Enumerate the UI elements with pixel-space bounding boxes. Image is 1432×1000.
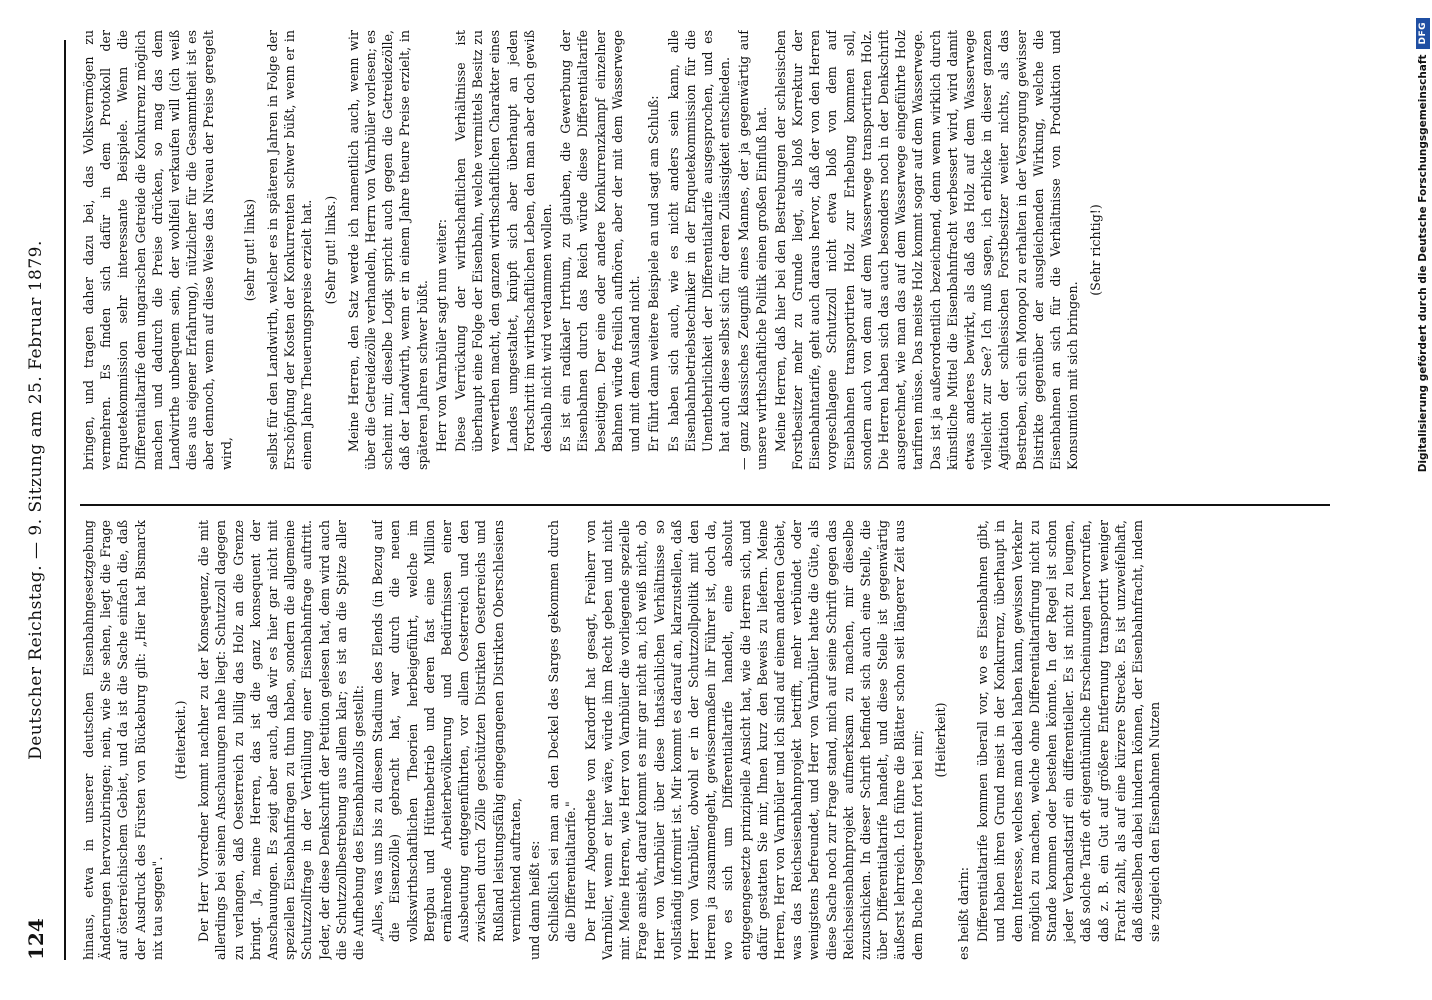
- interjection: (sehr gut! links): [241, 198, 257, 302]
- paragraph: hinaus, etwa in unserer deutschen Eisenbahngesetzgebung Änderungen hervorzubringen; nein, wie Sie sehen, liegt die Frage auf österreichischem Gebiet, und da ist die Sache einfach die, daß der Ausdruck des Fürsten von Bückeburg gilt: „Hier hat Bismarck nix tau seggen".: [81, 520, 165, 960]
- quotation: Es haben sich auch, wie es nicht anders sein kann, alle Eisenbahnbetriebstechniker in der Enquetekommission für die Unentbehrlichkeit der Differentialtarife ausgesprochen, und es hat auch diese selbst sich für deren Zulässigkeit entschieden.: [665, 30, 733, 452]
- left-text-column: [80, 520, 1370, 960]
- dfg-credit-text: Digitalisierung gefördert durch die Deutsche Forschungsgemeinschaft: [1416, 54, 1429, 473]
- column-divider: [80, 504, 1330, 506]
- interjection: (Heiterkeit): [932, 702, 948, 778]
- paragraph: Er führt dann weitere Beispiele an und sagt am Schluß:: [646, 95, 662, 452]
- interjection: (Sehr richtig!): [1088, 204, 1104, 296]
- quotation: Differentialtarife kommen überall vor, wo es Eisenbahnen gibt, und haben ihren Grund meist in der Konkurrenz, überhaupt in dem Interesse, welches man dabei haben kann, gewissen Verkehr möglich zu machen, welche ohne Differentialtarifirung nicht zu Stande kommen oder bestehen könnte. In der Regel ist schon jeder Verbandstarif ein differentieller. Es ist nicht zu leugnen, daß solche Tarife oft eigenthümliche Erscheinungen hervorrufen, daß z. B. ein Gut auf größere Entfernung transportirt weniger Fracht zahlt, als auf eine kürzere Strecke. Es ist unzweifelhaft, daß dieselben dabei hindern können, der Eisenbahnfracht, indem sie zugleich den Eisenbahnen Nutzen: [975, 520, 1163, 942]
- dfg-logo: DFG: [1416, 18, 1430, 49]
- interjection: (Heiterkeit.): [173, 700, 189, 780]
- quotation: Schließlich sei man an den Deckel des Sarges gekommen durch die Differentialtarife.": [546, 520, 579, 942]
- paragraph: — ganz klassisches Zeugniß eines Mannes, der ja gegenwärtig auf unsere wirthschaftliche Politik einen großen Einfluß hat.: [736, 30, 769, 470]
- quotation: „Alles, was uns bis zu diesem Stadium des Elends (in Bezug auf die Eisenzölle) gebracht hat, war durch die neuen volkswirthschaftlichen Theorien herbeigeführt, welche im Bergbau und Hüttenbetrieb und deren fast eine Million ernährende Arbeiterbevölkerung und Bedürfnissen einer Ausbeutung entgegenführten, vor allem Oesterreich und den zwischen durch Zölle geschützten Distrikten Oesterreichs und Rußland leistungsfähig eingegangenen Distrikten Oberschlesiens vernichtend auftraten,: [370, 520, 523, 942]
- paragraph: selbst für den Landwirth, welcher es in späteren Jahren in Folge der Erschöpfung der Kosten der Konkurrenten schwer büßt, wenn er in einem Jahre Theuerungspreise erzielt hat.: [265, 30, 315, 470]
- paragraph: bringen, und tragen daher dazu bei, das Volksvermögen zu vermehren. Es finden sich dafür in dem Protokoll der Enquetekommission sehr interessante Beispiele. Wenn die Differentialtarife dem ungarischen Getreide die Konkurrenz möglich machen und dadurch die Preise drücken, so mag das dem Landwirthe unbequem sein, der wohlfeil verkaufen will (ich weiß dies aus eigener Erfahrung), nützlicher für die Gesammtheit ist es aber dennoch, wenn auf diese Weise das Niveau der Preise geregelt wird,: [81, 30, 234, 470]
- paragraph: Der Herr Abgeordnete von Kardorff hat gesagt, Freiherr von Varnbüler, wenn er hier wäre, würde ihm Recht geben und nicht mir. Meine Herren, wie Herr von Varnbüler die vorliegende spezielle Frage ansieht, darauf kommt es mir gar nicht an, ich weiß nicht, ob Herr von Varnbüler über diese thatsächlichen Verhältnisse so vollständig informirt ist. Mir kommt es darauf an, klarzustellen, daß Herr von Varnbüler, obwohl er in der Schutzzollpolitik mit den Herren ja zusammengeht, gewissermaßen ihr Führer ist, doch da, wo es sich um Differentialtarife handelt, eine absolut entgegengesetzte prinzipielle Ansicht hat, wie die Herren sich, und dafür gestatten Sie mir, Ihnen kurz den Beweis zu liefern. Meine Herren, Herr von Varnbüler und ich sind auf einem anderen Gebiet, was das Reichseisenbahnprojekt betrifft, mehr verbündet oder wenigstens befreundet, und Herr von Varnbüler hatte die Güte, als diese Sache noch zur Frage stand, mich auf seine Schrift gegen das Reichseisenbahnprojekt aufmerksam zu machen, mir dieselbe zuzuschicken. In dieser Schrift befindet sich auch eine Stelle, die über Differentialtarife handelt, und diese Stelle ist gegenwärtig äußerst lehrreich. Ich führe die Blätter schon seit längerer Zeit aus dem Buche losgetrennt fort bei mir;: [582, 520, 925, 960]
- page-header: [10, 40, 66, 960]
- interjection: (Sehr gut! links.): [322, 195, 338, 305]
- paragraph: es heißt darin:: [955, 867, 971, 960]
- paragraph: Meine Herren, daß hier bei den Bestrebungen der schlesischen Forstbesitzer mehr zu Grunde liegt, als bloß Korrektur der Eisenbahntarife, geht auch daraus hervor, daß der von den Herren vorgeschlagene Schutzzoll nicht etwa bloß von dem auf Eisenbahnen transportirten Holz zur Erhebung kommen soll, sondern auch von dem auf dem Wasserwege transportirten Holz. Die Herren haben sich das auch besonders noch in der Denkschrift ausgerechnet, wie man das auf dem Wasserwege eingeführte Holz tarifiren müsse. Das meiste Holz kommt sogar auf dem Wasserwege. Das ist ja außerordentlich bezeichnend, denn wenn wirklich durch künstliche Mittel die Eisenbahnfracht verbessert wird, wird damit etwas anderes bewirkt, als daß das Holz auf dem Wasserwege vielleicht zur See? Ich muß sagen, ich erblicke in dieser ganzen Agitation der schlesischen Forstbesitzer weiter nichts, als das Bestreben, sich ein Monopol zu erhalten in der Versorgung gewisser Distrikte gegenüber der ausgleichenden Wirkung, welche die Eisenbahnen an sich für die Verhältnisse von Produktion und Konsumtion mit sich bringen.: [772, 30, 1081, 470]
- right-text-column: [80, 30, 1370, 470]
- page-number: 124: [24, 918, 48, 960]
- running-title: Deutscher Reichstag. — 9. Sitzung am 25. Februar 1879.: [26, 240, 46, 760]
- quotation: Es ist ein radikaler Irrthum, zu glauben, die Gewerbung der Eisenbahnen durch das Reich würde diese Differentialtarife beseitigen. Der eine oder andere Konkurrenzkampf einzelner Bahnen würde freilich aufhören, aber der mit dem Wasserwege und mit dem Ausland nicht.: [558, 30, 643, 452]
- paragraph: Herr von Varnbüler sagt nun weiter:: [433, 218, 449, 452]
- quotation: Diese Verrückung der wirthschaftlichen Verhältnisse ist überhaupt eine Folge der Eisenbahn, welche vermittels Besitz zu verwerthen macht, den ganzen wirthschaftlichen Charakter eines Landes umgestaltet, knüpft sich aber überhaupt an jeden Fortschritt im wirthschaftlichen Leben, den man aber doch gewiß deshalb nicht wird verdammen wollen.: [453, 30, 555, 452]
- paragraph: Meine Herren, den Satz werde ich namentlich auch, wenn wir über die Getreidezölle verhandeln, Herrn von Varnbüler vorlesen; es scheint mir, dieselbe Logik spricht auch gegen die Getreidezölle, daß der Landwirth, wenn er in einem Jahre theure Preise erzielt, in späteren Jahren schwer büßt.: [345, 30, 430, 470]
- paragraph: und dann heißt es:: [527, 840, 543, 960]
- digitization-credit-bar: [1413, 0, 1432, 1000]
- paragraph: Der Herr Vorredner kommt nachher zu der Konsequenz, die mit allerdings bei seinen Anschauungen nahe liegt: Schutzzoll dagegen zu verlangen, daß Oesterreich zu billig das Holz an die Grenze bringt. Ja, meine Herren, das ist die ganz konsequent der Anschauungen. Es zeigt aber auch, daß wir es hier gar nicht mit speziellen Eisenbahnfragen zu thun haben, sondern die allgemeine Schutzzollfrage in der Verhüllung einer Eisenbahnfrage auftritt. Jeder, der diese Denkschrift der Petition gelesen hat, dem wird auch die Schutzzollbestrebung aus allem klar; es ist an die Spitze aller die Aufhebung des Eisenbahnzolls gestellt:: [196, 520, 367, 960]
